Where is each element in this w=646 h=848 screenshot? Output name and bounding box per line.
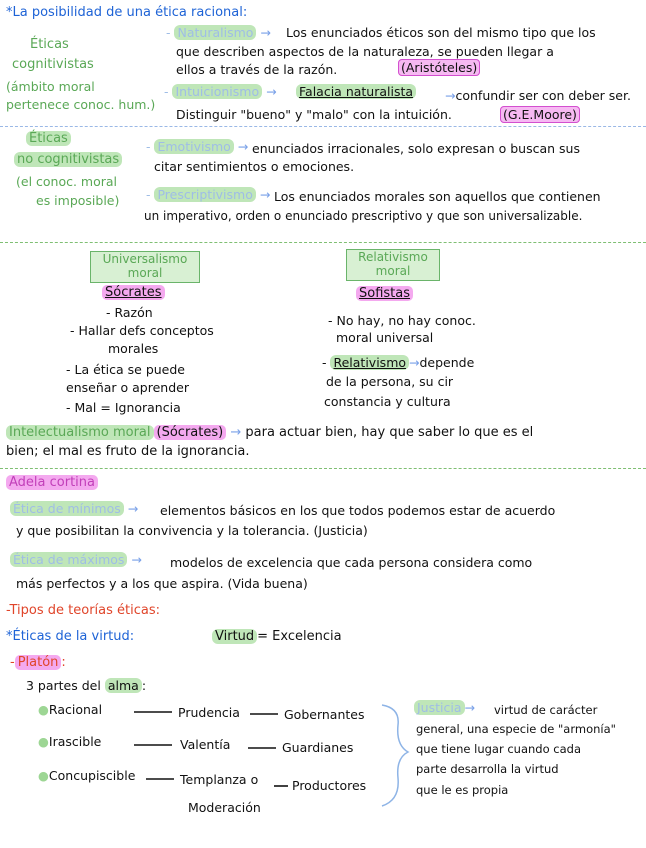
naturalismo-line2: que describen aspectos de la naturaleza, se pueden llegar a xyxy=(176,44,554,59)
platon-row-2-virtud: Valentía xyxy=(180,737,231,752)
emotivismo-line2: citar sentimientos o emociones. xyxy=(154,159,355,174)
naturalismo-term: - Naturalismo → xyxy=(166,25,271,40)
platon-row-2-parte: ●Irascible xyxy=(38,734,102,749)
naturalismo-author: (Aristóteles) xyxy=(398,60,480,75)
platon-row-1-virtud: Prudencia xyxy=(178,705,240,720)
no-cognitivistas-title-line2: no cognitivistas xyxy=(14,152,122,167)
virtud-title: *Éticas de la virtud: xyxy=(6,629,135,644)
minimos-term: Ética de mínimos → xyxy=(10,501,138,516)
intuicionismo-line2: Distinguir "bueno" y "malo" con la intuición. xyxy=(176,107,452,122)
virtud-def: Virtud = Excelencia xyxy=(212,629,342,644)
justicia-line1: virtud de carácter xyxy=(494,703,598,717)
prescriptivismo-line2: un imperativo, orden o enunciado prescriptivo y que son universalizable. xyxy=(144,209,583,223)
page-title: *La posibilidad de una ética racional: xyxy=(6,5,248,20)
universalismo-item-6: - Mal = Ignorancia xyxy=(66,400,181,415)
justicia-line2: general, una especie de "armonía" xyxy=(416,722,616,736)
relativismo-line1: - No hay, no hay conoc. xyxy=(328,313,476,328)
cognitivistas-sub-line1: (ámbito moral xyxy=(6,79,95,94)
platon-row-3-virtud: Templanza o xyxy=(180,772,259,787)
justicia-line3: que tiene lugar cuando cada xyxy=(416,742,581,756)
relativismo-author: Sofistas xyxy=(356,286,413,301)
minimos-line2: y que posibilitan la convivencia y la tolerancia. (Justicia) xyxy=(16,523,368,538)
platon-row-3-parte: ●Concupiscible xyxy=(38,768,136,783)
maximos-term: Ética de máximos → xyxy=(10,552,142,567)
no-cognitivistas-title-line1: Éticas xyxy=(26,131,71,146)
no-cognitivistas-sub-line2: es imposible) xyxy=(36,193,120,208)
emotivismo-term: - Emotivismo → xyxy=(146,139,249,154)
platon-row-2-clase: Guardianes xyxy=(282,740,354,755)
relativismo-term: - Relativismo →depende xyxy=(322,355,475,370)
platon-row-1-parte: ●Racional xyxy=(38,702,103,717)
relativismo-dep-line3: constancia y cultura xyxy=(324,394,451,409)
cognitivistas-title-line2: cognitivistas xyxy=(12,57,94,72)
relativismo-line2: moral universal xyxy=(336,330,434,345)
relativismo-depende: depende xyxy=(419,355,475,370)
emotivismo-line1: enunciados irracionales, solo expresan o buscan sus xyxy=(252,141,580,156)
universalismo-item-4: - La ética se puede xyxy=(66,362,186,377)
universalismo-author: Sócrates xyxy=(102,285,165,300)
naturalismo-line1: Los enunciados éticos son del mismo tipo que los xyxy=(286,25,596,40)
prescriptivismo-line1: Los enunciados morales son aquellos que contienen xyxy=(274,189,601,204)
relativismo-box-line2: moral xyxy=(375,264,411,278)
maximos-line2: más perfectos y a los que aspira. (Vida buena) xyxy=(16,576,308,591)
relativismo-box-line1: Relativismo xyxy=(358,250,428,264)
cognitivistas-title-line1: Éticas xyxy=(30,37,69,52)
universalismo-item-3: morales xyxy=(108,341,159,356)
justicia-term: Justicia → xyxy=(414,700,475,715)
platon-row-3-clase: Productores xyxy=(292,778,367,793)
universalismo-item-1: - Razón xyxy=(106,305,153,320)
universalismo-item-2: - Hallar defs conceptos xyxy=(70,323,214,338)
universalismo-item-5: enseñar o aprender xyxy=(66,380,189,395)
intelectualismo-line2: bien; el mal es fruto de la ignorancia. xyxy=(6,444,250,459)
platon-row-3-virtud2: Moderación xyxy=(188,800,261,815)
intelectualismo-line1: Intelectualismo moral (Sócrates) → para actuar bien, hay que saber lo que es el xyxy=(6,425,533,440)
platon-name: - Platón : xyxy=(10,655,66,670)
tipos-title: -Tipos de teorías éticas: xyxy=(6,603,160,618)
naturalismo-line3: ellos a través de la razón. xyxy=(176,62,338,77)
falacia-naturalista: Falacia naturalista xyxy=(296,84,416,99)
justicia-line4: parte desarrolla la virtud xyxy=(416,762,559,776)
no-cognitivistas-sub-line1: (el conoc. moral xyxy=(16,174,118,189)
prescriptivismo-term: - Prescriptivismo → xyxy=(146,187,271,202)
intuicionismo-term: - Intuicionismo → xyxy=(164,84,277,99)
cortina-name: Adela cortina xyxy=(6,475,98,490)
minimos-line1: elementos básicos en los que todos podemos estar de acuerdo xyxy=(160,503,556,518)
intuicionismo-line1-rest: →confundir ser con deber ser. xyxy=(445,88,631,103)
maximos-line1: modelos de excelencia que cada persona considera como xyxy=(170,555,533,570)
relativismo-dep-line2: de la persona, su cir xyxy=(326,374,454,389)
universalismo-box-line2: moral xyxy=(127,266,163,280)
universalismo-box-line1: Universalismo xyxy=(102,252,188,266)
platon-row-1-clase: Gobernantes xyxy=(284,707,365,722)
cognitivistas-sub-line2: pertenece conoc. hum.) xyxy=(6,97,156,112)
intuicionismo-author: (G.E.Moore) xyxy=(500,107,580,122)
justicia-line5: que le es propia xyxy=(416,783,509,797)
platon-partes: 3 partes del alma : xyxy=(26,678,147,693)
